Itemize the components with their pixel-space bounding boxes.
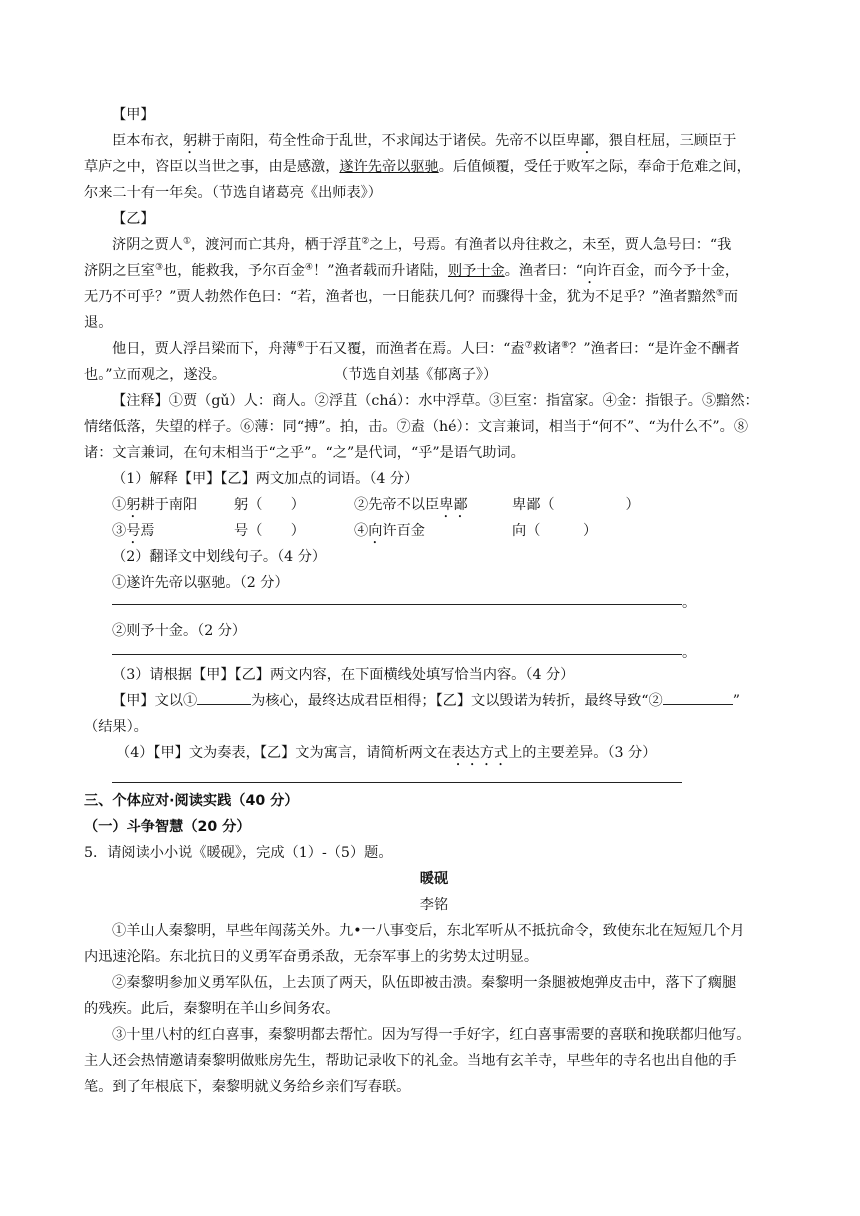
notes-line-3: 诸：文言兼词，在句末相当于“之乎”。“之”是代词，“乎”是语气助词。: [84, 445, 525, 461]
q1-row-1: ①躬耕于南阳 躬（ ） ②先帝不以臣卑鄙 卑鄙（ ）: [112, 492, 784, 518]
q1-answer-4[interactable]: 向（ ）: [512, 523, 598, 539]
story-p2-line-1: ②秦黎明参加义勇军队伍，上去顶了两天，队伍即被击溃。秦黎明一条腿被炮弹皮击中，落下了瘸腿: [112, 975, 737, 991]
yi-paragraph-line-2: 济阴之巨室③也，能救我，予尔百金④！”渔者载而升诸陆，则予十金。渔者曰：“向许百金，而今予十金，: [84, 262, 740, 279]
question-5-prompt: 5．请阅读小小说《暖砚》，完成（1）-（5）题。: [84, 845, 393, 861]
notes-line-1: 【注释】①贾（gǔ）人：商人。②浮苴（chá）：水中浮草。③巨室：指富家。④金：指银子。⑤黯然：: [112, 393, 759, 409]
story-p3-line-3: 笔。到了年根底下，秦黎明就义务给乡亲们写春联。: [84, 1079, 411, 1095]
q1-answer-3[interactable]: 号（ ）: [234, 523, 305, 539]
q4-answer-line[interactable]: [112, 782, 682, 783]
q2-title: （2）翻译文中划线句子。（4 分）: [112, 549, 327, 565]
q2-period-2: 。: [682, 645, 697, 661]
notes-line-2: 情绪低落，失望的样子。⑥薄：同“搏”。拍，击。⑦盍（hé）：文言兼词，相当于“何不”、“为什么不”。⑧: [84, 419, 749, 435]
yi-underlined-sentence: 则予十金: [447, 263, 505, 279]
yi-paragraph-line-5: 他日，贾人浮吕梁而下，舟薄⑥于石又覆，而渔者在焉。人曰：“盍⑦救诸⑧？”渔者曰：“是许金不酬者: [112, 340, 740, 357]
q1-answer-2[interactable]: 卑鄙（ ）: [512, 497, 640, 513]
q1-answer-1[interactable]: 躬（ ）: [234, 497, 305, 513]
yi-paragraph-line-4: 退。: [84, 315, 113, 331]
jia-heading: 【甲】: [112, 107, 155, 123]
q1-row-2: ③号焉 号（ ） ④向许百金 向（ ）: [112, 518, 784, 544]
story-p1-line-2: 内迅速沦陷。东北抗日的义勇军奋勇杀敌，无奈军事上的劣势太过明显。: [84, 949, 539, 965]
story-p3-line-2: 主人还会热情邀请秦黎明做账房先生，帮助记录收下的礼金。当地有玄羊寺，早些年的寺名也出自他的手: [84, 1053, 737, 1069]
yi-paragraph-line-3: 无乃不可乎？”贾人勃然作色曰：“若，渔者也，一日能获几何？而骤得十金，犹为不足乎？”渔者黯然⑤而: [84, 288, 739, 305]
story-p3-line-1: ③十里八村的红白喜事，秦黎明都去帮忙。因为写得一手好字，红白喜事需要的喜联和挽联都归他写。: [112, 1027, 751, 1043]
q1-title: （1）解释【甲】【乙】两文加点的词语。（4 分）: [112, 471, 419, 487]
yi-paragraph-line-1: 济阴之贾人①，渡河而亡其舟，栖于浮苴②之上，号焉。有渔者以舟往救之，未至，贾人急号曰：“我: [112, 236, 732, 253]
q3-blank-1[interactable]: [197, 688, 251, 705]
q3-title: （3）请根据【甲】【乙】两文内容，在下面横线处填写恰当内容。（4 分）: [112, 667, 575, 683]
q3-fill-line: 【甲】文以① 为核心，最终达成君臣相得；【乙】文以毁诺为转折，最终导致“② ”: [112, 688, 784, 714]
yi-paragraph-line-6: 也。”立而观之，遂没。 （节选自刘基《郁离子》）: [84, 367, 498, 383]
story-title: 暖砚: [419, 871, 449, 887]
q3-blank-2[interactable]: [663, 688, 733, 705]
q2-sentence-2: ②则予十金。（2 分）: [112, 623, 247, 639]
q4-title: （4）【甲】文为奏表，【乙】文为寓言，请简析两文在表达方式上的主要差异。（3 分）: [116, 745, 657, 761]
q2-answer-line-1[interactable]: [112, 604, 682, 605]
q2-sentence-1: ①遂许先帝以驱驰。（2 分）: [112, 575, 289, 591]
yi-heading: 【乙】: [112, 211, 155, 227]
jia-paragraph-line-3: 尔来二十有一年矣。（节选自诸葛亮《出师表》）: [84, 185, 382, 201]
story-p2-line-2: 的残疾。此后，秦黎明在羊山乡间务农。: [84, 1001, 340, 1017]
jia-paragraph-line-2: 草庐之中，咨臣以当世之事，由是感激，遂许先帝以驱驰。后值倾覆，受任于败军之际，奉命于危难之间，: [84, 159, 751, 175]
q3-result-label: （结果）。: [84, 719, 148, 735]
section-title: 三、个体应对·阅读实践（40 分）: [84, 793, 299, 809]
subsection-title: （一）斗争智慧（20 分）: [84, 819, 251, 835]
story-p1-line-1: ①羊山人秦黎明，早些年闯荡关外。九•一八事变后，东北军听从不抵抗命令，致使东北在短短几个月: [112, 923, 745, 939]
q2-answer-line-2[interactable]: [112, 654, 682, 655]
q2-period-1: 。: [682, 595, 697, 611]
jia-paragraph-line-1: 臣本布衣，躬耕于南阳，苟全性命于乱世，不求闻达于诸侯。先帝不以臣卑鄙，猥自枉屈，三顾臣于: [112, 133, 737, 149]
jia-underlined-sentence: 遂许先帝以驱驰: [339, 159, 439, 175]
story-author: 李铭: [419, 897, 449, 913]
